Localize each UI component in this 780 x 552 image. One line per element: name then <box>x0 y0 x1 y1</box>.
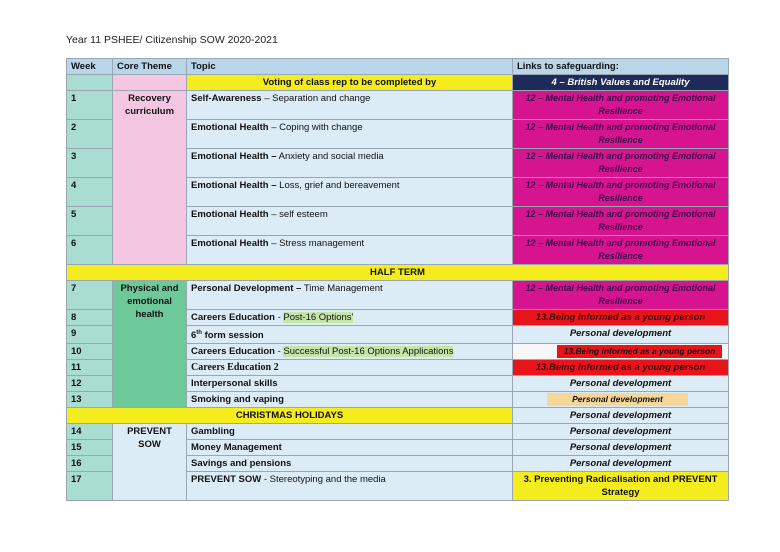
link-mental-health: 12 – Mental Health and promoting Emotional Resilience <box>513 149 729 178</box>
christmas-row <box>67 408 729 424</box>
table-row <box>67 281 729 310</box>
link-informed: 13.Being informed as a young person <box>513 310 729 326</box>
topic-cell: Emotional Health – Anxiety and social media <box>187 149 513 178</box>
topic-cell: Smoking and vaping <box>187 392 513 408</box>
voting-text: Voting of class rep to be completed by <box>187 75 513 91</box>
topic-cell: Careers Education 2 <box>187 360 513 376</box>
link-personal-development: Personal development <box>513 326 729 344</box>
document-title: Year 11 PSHEE/ Citizenship SOW 2020-2021 <box>66 34 278 46</box>
week-number: 7 <box>67 281 113 310</box>
link-mental-health: 12 – Mental Health and promoting Emotional Resilience <box>513 120 729 149</box>
half-term-label: HALF TERM <box>67 265 729 281</box>
link-personal-development: Personal development <box>513 408 729 424</box>
week-number: 11 <box>67 360 113 376</box>
week-number: 14 <box>67 424 113 440</box>
christmas-label: CHRISTMAS HOLIDAYS <box>67 408 513 424</box>
link-mental-health: 12 – Mental Health and promoting Emotional Resilience <box>513 178 729 207</box>
week-number: 5 <box>67 207 113 236</box>
week-number: 10 <box>67 344 113 360</box>
topic-cell: Careers Education - Successful Post-16 Options Applications <box>187 344 513 360</box>
sow-table <box>66 58 729 501</box>
topic-cell: Emotional Health – self esteem <box>187 207 513 236</box>
week-number: 8 <box>67 310 113 326</box>
core-theme-header: Core Theme <box>113 59 187 75</box>
table-row <box>67 424 729 440</box>
topic-cell: Money Management <box>187 440 513 456</box>
voting-row <box>67 75 729 91</box>
topic-cell: PREVENT SOW - Stereotyping and the media <box>187 472 513 501</box>
link-personal-development: Personal development <box>513 440 729 456</box>
week-number: 17 <box>67 472 113 501</box>
theme-prevent: PREVENT SOW <box>113 424 187 501</box>
link-informed-cell <box>513 344 729 360</box>
link-personal-development: Personal development <box>547 393 688 406</box>
week-number: 12 <box>67 376 113 392</box>
half-term-row <box>67 265 729 281</box>
week-header: Week <box>67 59 113 75</box>
topic-cell: Careers Education - Post-16 Options' <box>187 310 513 326</box>
link-personal-development: Personal development <box>513 456 729 472</box>
topic-cell: Interpersonal skills <box>187 376 513 392</box>
theme-recovery: Recovery curriculum <box>113 91 187 265</box>
link-pd-cell <box>513 392 729 408</box>
link-personal-development: Personal development <box>513 424 729 440</box>
topic-cell: Emotional Health – Coping with change <box>187 120 513 149</box>
link-informed: 13.Being informed as a young person <box>557 345 722 358</box>
week-number: 3 <box>67 149 113 178</box>
week-number: 16 <box>67 456 113 472</box>
link-mental-health: 12 – Mental Health and promoting Emotional Resilience <box>513 236 729 265</box>
link-mental-health: 12 – Mental Health and promoting Emotional Resilience <box>513 91 729 120</box>
topic-cell: Self-Awareness – Separation and change <box>187 91 513 120</box>
topic-cell: 6th form session <box>187 326 513 344</box>
theme-physical: Physical and emotional health <box>113 281 187 408</box>
topic-cell: Savings and pensions <box>187 456 513 472</box>
topic-header: Topic <box>187 59 513 75</box>
link-mental-health: 12 – Mental Health and promoting Emotional Resilience <box>513 207 729 236</box>
week-number: 13 <box>67 392 113 408</box>
link-personal-development: Personal development <box>513 376 729 392</box>
week-number: 15 <box>67 440 113 456</box>
week-number: 2 <box>67 120 113 149</box>
week-cell <box>67 75 113 91</box>
week-number: 4 <box>67 178 113 207</box>
table-row <box>67 91 729 120</box>
link-mental-health: 12 – Mental Health and promoting Emotional Resilience <box>513 281 729 310</box>
link-informed: 13.Being informed as a young person <box>513 360 729 376</box>
header-row <box>67 59 729 75</box>
week-number: 6 <box>67 236 113 265</box>
week-number: 9 <box>67 326 113 344</box>
topic-cell: Emotional Health – Loss, grief and bereavement <box>187 178 513 207</box>
topic-cell: Personal Development – Time Management <box>187 281 513 310</box>
topic-cell: Gambling <box>187 424 513 440</box>
topic-cell: Emotional Health – Stress management <box>187 236 513 265</box>
link-prevent: 3. Preventing Radicalisation and PREVENT Strategy <box>513 472 729 501</box>
link-british-values: 4 – British Values and Equality <box>513 75 729 91</box>
week-number: 1 <box>67 91 113 120</box>
links-header: Links to safeguarding: <box>513 59 729 75</box>
